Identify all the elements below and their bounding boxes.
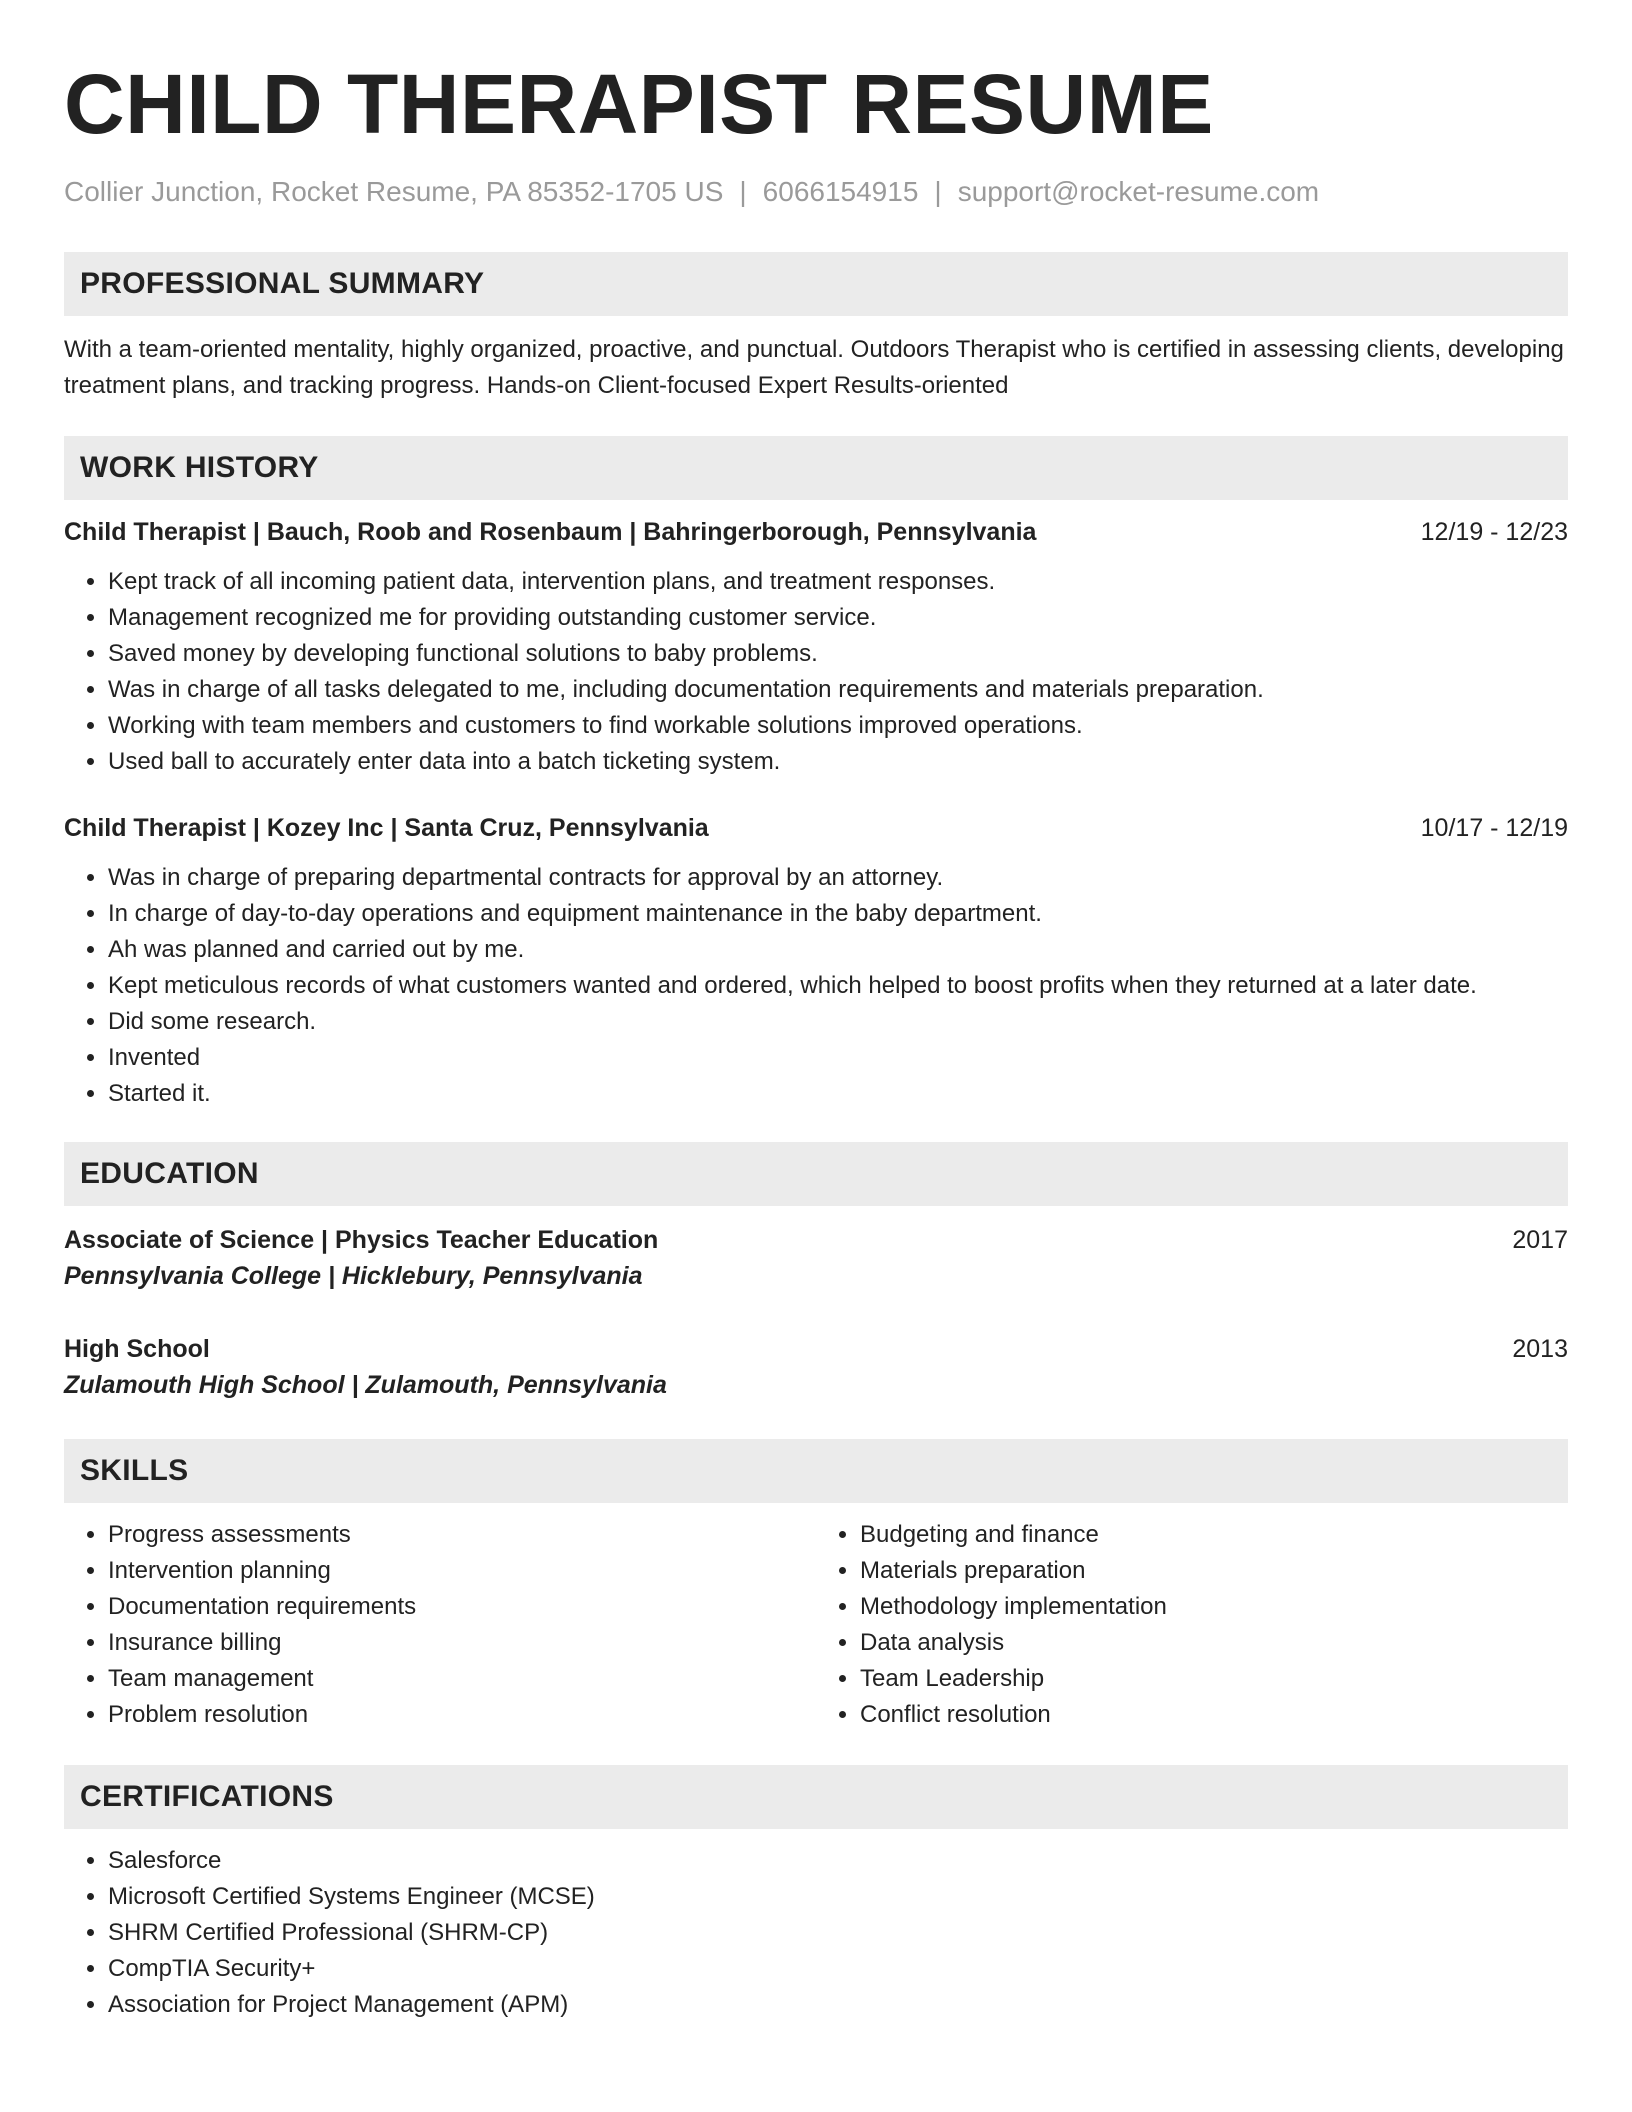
skills-list-right [816,1517,1568,1733]
certification-item: • SHRM Certified Professional (SHRM-CP) [108,1915,1568,1951]
summary-heading: PROFESSIONAL SUMMARY [64,252,1568,316]
job-bullet: • In charge of day-to-day operations and equipment maintenance in the baby department. [108,896,1568,932]
certification-item: • Microsoft Certified Systems Engineer (MCSE) [108,1879,1568,1915]
contact-separator: | [934,176,942,207]
job-entry [64,810,1568,1112]
resume-title: CHILD THERAPIST RESUME [64,57,1214,151]
contact-address: Collier Junction, Rocket Resume, PA 85352-1705 US [64,176,724,207]
job-header [64,810,1568,846]
skills-heading: SKILLS [64,1439,1568,1503]
certification-item: • CompTIA Security+ [108,1951,1568,1987]
education-header [64,1331,1568,1367]
skill-item: • Insurance billing [108,1625,816,1661]
certification-item: • Association for Project Management (APM) [108,1987,1568,2023]
job-bullet: • Started it. [108,1076,1568,1112]
skill-item: • Team management [108,1661,816,1697]
job-bullet: • Management recognized me for providing outstanding customer service. [108,600,1568,636]
education-degree: Associate of Science | Physics Teacher Education [64,1226,659,1254]
certifications-list [64,1843,1568,2023]
skill-item: • Intervention planning [108,1553,816,1589]
job-bullet: • Ah was planned and carried out by me. [108,932,1568,968]
education-header [64,1222,1568,1258]
skill-item: • Progress assessments [108,1517,816,1553]
job-bullets [64,860,1568,1112]
work-history-heading: WORK HISTORY [64,436,1568,500]
contact-email: support@rocket-resume.com [957,176,1320,207]
skill-item: • Team Leadership [860,1661,1568,1697]
job-dates: 12/19 - 12/23 [1420,518,1568,546]
education-entry [64,1331,1568,1403]
skill-item: • Conflict resolution [860,1697,1568,1733]
skill-item: • Data analysis [860,1625,1568,1661]
education-heading: EDUCATION [64,1142,1568,1206]
skills-grid [64,1517,1568,1733]
job-entry [64,514,1568,780]
job-header [64,514,1568,550]
job-bullet: • Working with team members and customers to find workable solutions improved operations. [108,708,1568,744]
summary-text: With a team-oriented mentality, highly organized, proactive, and punctual. Outdoors Therapist who is certified in assessing clients, developing treatment plans, and tracking progress. Hands-on Client-focused Expert Results-oriented [64,336,1564,399]
job-bullet: • Kept track of all incoming patient data, intervention plans, and treatment responses. [108,564,1568,600]
job-bullet: • Invented [108,1040,1568,1076]
education-school: Zulamouth High School | Zulamouth, Pennsylvania [64,1371,667,1399]
skills-list-left [64,1517,816,1733]
job-bullet: • Did some research. [108,1004,1568,1040]
skill-item: • Methodology implementation [860,1589,1568,1625]
education-entry [64,1222,1568,1294]
education-year: 2017 [1512,1226,1568,1254]
contact-separator: | [739,176,747,207]
job-bullet: • Saved money by developing functional solutions to baby problems. [108,636,1568,672]
skill-item: • Problem resolution [108,1697,816,1733]
job-bullet: • Kept meticulous records of what customers wanted and ordered, which helped to boost profits when they returned at a later date. [108,968,1568,1004]
job-bullet: • Was in charge of all tasks delegated to me, including documentation requirements and materials preparation. [108,672,1568,708]
education-degree: High School [64,1335,210,1363]
job-title: Child Therapist | Kozey Inc | Santa Cruz, Pennsylvania [64,814,709,842]
education-year: 2013 [1512,1335,1568,1363]
skill-item: • Materials preparation [860,1553,1568,1589]
skill-item: • Documentation requirements [108,1589,816,1625]
contact-line [64,174,1568,210]
job-dates: 10/17 - 12/19 [1420,814,1568,842]
contact-phone: 6066154915 [762,176,919,207]
job-title: Child Therapist | Bauch, Roob and Rosenbaum | Bahringerborough, Pennsylvania [64,518,1037,546]
job-bullet: • Was in charge of preparing departmental contracts for approval by an attorney. [108,860,1568,896]
certification-item: • Salesforce [108,1843,1568,1879]
certifications-heading: CERTIFICATIONS [64,1765,1568,1829]
job-bullet: • Used ball to accurately enter data into a batch ticketing system. [108,744,1568,780]
skill-item: • Budgeting and finance [860,1517,1568,1553]
job-bullets [64,564,1568,780]
education-school: Pennsylvania College | Hicklebury, Pennsylvania [64,1262,643,1290]
